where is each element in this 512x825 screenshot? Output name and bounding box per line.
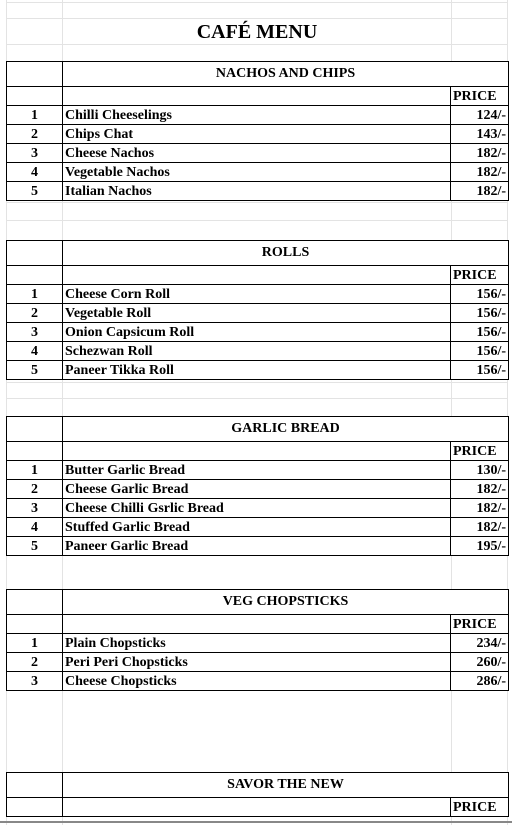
section-header-row xyxy=(7,62,509,87)
menu-section-table xyxy=(6,240,509,380)
section-header-row xyxy=(7,417,509,442)
menu-item-row xyxy=(7,653,509,672)
item-number: 2 xyxy=(7,480,63,499)
item-name: Cheese Nachos xyxy=(63,144,451,163)
item-name: Cheese Chilli Gsrlic Bread xyxy=(63,499,451,518)
item-number: 4 xyxy=(7,342,63,361)
item-name: Peri Peri Chopsticks xyxy=(63,653,451,672)
menu-item-row xyxy=(7,537,509,556)
blank-cell xyxy=(7,590,63,615)
menu-item-row xyxy=(7,518,509,537)
item-price: 156/- xyxy=(451,342,509,361)
menu-item-row xyxy=(7,144,509,163)
menu-title: CAFÉ MENU xyxy=(196,21,318,43)
blank-cell xyxy=(7,773,63,798)
item-name: Vegetable Nachos xyxy=(63,163,451,182)
price-header-row xyxy=(7,87,509,106)
item-number: 3 xyxy=(7,323,63,342)
item-price: 182/- xyxy=(451,518,509,537)
item-price: 130/- xyxy=(451,461,509,480)
item-name: Paneer Tikka Roll xyxy=(63,361,451,380)
menu-item-row xyxy=(7,461,509,480)
item-price: 156/- xyxy=(451,285,509,304)
price-header-row xyxy=(7,266,509,285)
menu-section-table xyxy=(6,416,509,556)
item-price: 182/- xyxy=(451,182,509,201)
menu-section-table xyxy=(6,772,509,817)
item-price: 182/- xyxy=(451,144,509,163)
item-name: Vegetable Roll xyxy=(63,304,451,323)
menu-item-row xyxy=(7,125,509,144)
grid-row-line xyxy=(6,382,508,383)
item-price: 234/- xyxy=(451,634,509,653)
blank-cell xyxy=(7,798,63,817)
blank-cell xyxy=(63,266,451,285)
item-price: 143/- xyxy=(451,125,509,144)
page-bottom-edge xyxy=(0,821,512,823)
item-price: 182/- xyxy=(451,480,509,499)
item-name: Butter Garlic Bread xyxy=(63,461,451,480)
blank-cell xyxy=(7,442,63,461)
menu-item-row xyxy=(7,499,509,518)
item-number: 1 xyxy=(7,106,63,125)
blank-cell xyxy=(7,615,63,634)
menu-item-row xyxy=(7,672,509,691)
item-price: 195/- xyxy=(451,537,509,556)
menu-item-row xyxy=(7,304,509,323)
item-price: 156/- xyxy=(451,323,509,342)
section-title: VEG CHOPSTICKS xyxy=(63,590,509,615)
item-name: Paneer Garlic Bread xyxy=(63,537,451,556)
menu-item-row xyxy=(7,634,509,653)
blank-cell xyxy=(7,62,63,87)
grid-row-line xyxy=(6,202,508,203)
item-number: 5 xyxy=(7,361,63,380)
item-number: 2 xyxy=(7,653,63,672)
grid-row-line xyxy=(6,220,508,221)
menu-section-table xyxy=(6,61,509,201)
blank-cell xyxy=(63,798,451,817)
item-number: 1 xyxy=(7,634,63,653)
menu-item-row xyxy=(7,285,509,304)
menu-item-row xyxy=(7,361,509,380)
price-column-header: PRICE xyxy=(451,266,509,285)
section-title: NACHOS AND CHIPS xyxy=(63,62,509,87)
menu-item-row xyxy=(7,342,509,361)
grid-row-line xyxy=(6,398,508,399)
item-price: 156/- xyxy=(451,361,509,380)
section-title: GARLIC BREAD xyxy=(63,417,509,442)
price-header-row xyxy=(7,442,509,461)
blank-cell xyxy=(63,87,451,106)
item-name: Stuffed Garlic Bread xyxy=(63,518,451,537)
item-price: 124/- xyxy=(451,106,509,125)
item-name: Plain Chopsticks xyxy=(63,634,451,653)
section-header-row xyxy=(7,241,509,266)
item-number: 4 xyxy=(7,163,63,182)
item-name: Cheese Corn Roll xyxy=(63,285,451,304)
item-price: 156/- xyxy=(451,304,509,323)
section-title: SAVOR THE NEW xyxy=(63,773,509,798)
section-title: ROLLS xyxy=(63,241,509,266)
menu-item-row xyxy=(7,480,509,499)
menu-section-table xyxy=(6,589,509,691)
price-header-row xyxy=(7,798,509,817)
price-column-header: PRICE xyxy=(451,442,509,461)
blank-cell xyxy=(7,241,63,266)
price-column-header: PRICE xyxy=(451,798,509,817)
item-number: 3 xyxy=(7,672,63,691)
item-name: Chilli Cheeselings xyxy=(63,106,451,125)
price-header-row xyxy=(7,615,509,634)
blank-cell xyxy=(7,417,63,442)
menu-item-row xyxy=(7,182,509,201)
item-number: 1 xyxy=(7,461,63,480)
item-name: Schezwan Roll xyxy=(63,342,451,361)
menu-item-row xyxy=(7,323,509,342)
item-number: 4 xyxy=(7,518,63,537)
menu-item-row xyxy=(7,163,509,182)
section-header-row xyxy=(7,590,509,615)
blank-cell xyxy=(7,266,63,285)
item-name: Onion Capsicum Roll xyxy=(63,323,451,342)
blank-cell xyxy=(63,615,451,634)
menu-item-row xyxy=(7,106,509,125)
blank-cell xyxy=(63,442,451,461)
item-name: Cheese Garlic Bread xyxy=(63,480,451,499)
item-number: 3 xyxy=(7,144,63,163)
blank-cell xyxy=(7,87,63,106)
item-name: Italian Nachos xyxy=(63,182,451,201)
section-header-row xyxy=(7,773,509,798)
item-name: Chips Chat xyxy=(63,125,451,144)
grid-row-line xyxy=(6,2,508,3)
item-number: 2 xyxy=(7,304,63,323)
item-number: 5 xyxy=(7,537,63,556)
item-price: 286/- xyxy=(451,672,509,691)
item-price: 182/- xyxy=(451,163,509,182)
item-name: Cheese Chopsticks xyxy=(63,672,451,691)
item-number: 5 xyxy=(7,182,63,201)
price-column-header: PRICE xyxy=(451,615,509,634)
item-number: 1 xyxy=(7,285,63,304)
item-price: 182/- xyxy=(451,499,509,518)
item-number: 2 xyxy=(7,125,63,144)
price-column-header: PRICE xyxy=(451,87,509,106)
item-number: 3 xyxy=(7,499,63,518)
item-price: 260/- xyxy=(451,653,509,672)
